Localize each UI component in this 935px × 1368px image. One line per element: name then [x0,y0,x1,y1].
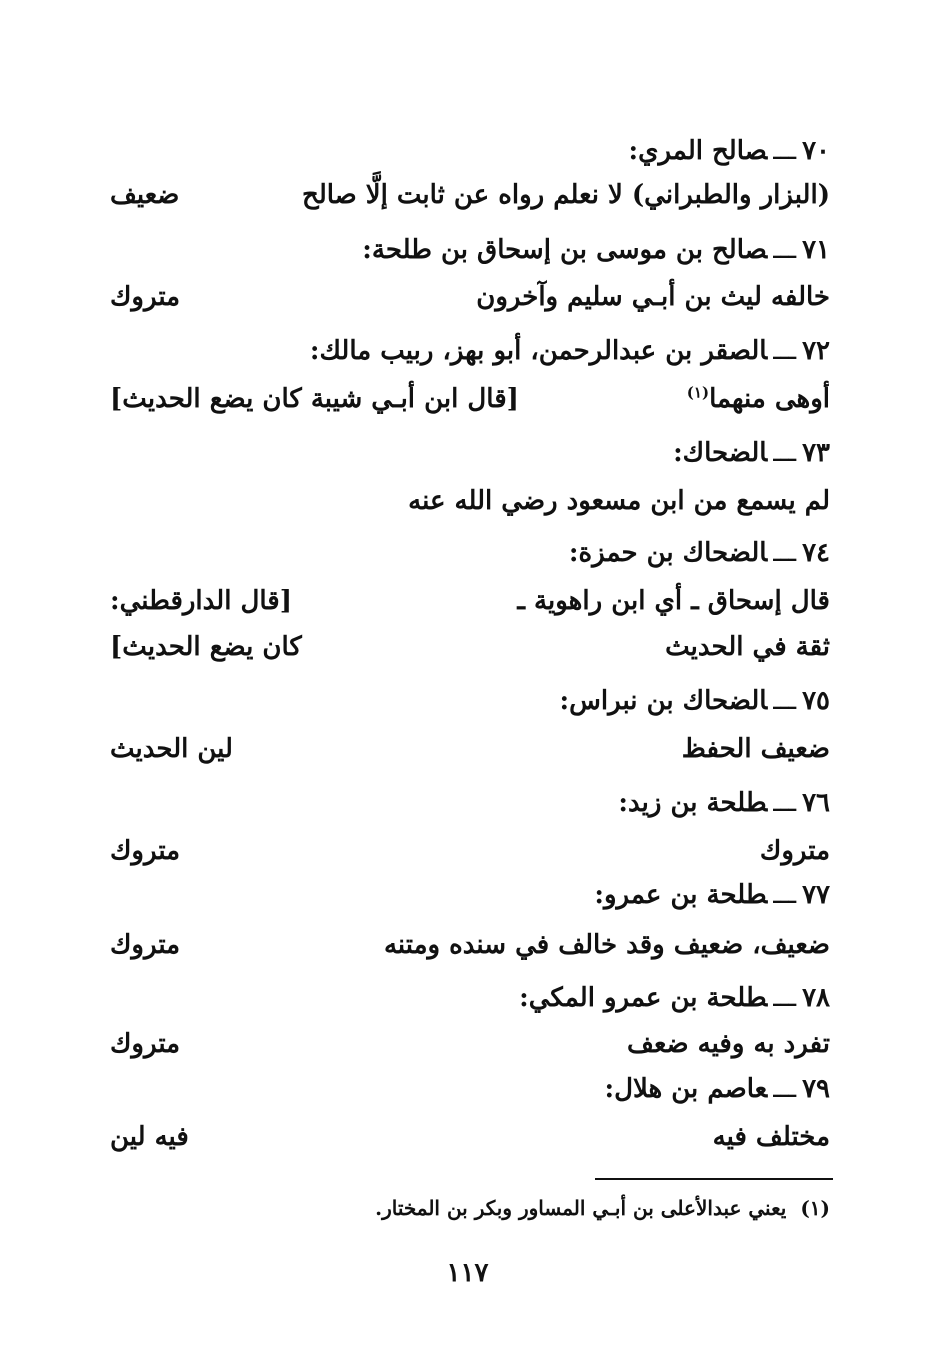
entry-verdict: [قال ابن أبـي شيبة كان يضع الحديث] [110,384,519,414]
entry-text: لم يسمع من ابن مسعود رضي الله عنه [408,486,830,516]
entry-name: صالح بن موسى بن إسحاق بن طلحة: [362,235,768,265]
entry-name: عاصم بن هلال: [604,1074,768,1104]
entry-text: أوهى منهما [709,384,830,414]
footnote [375,1192,830,1224]
entry-number: ٧٤ [802,538,830,568]
entry-text: ثقة في الحديث [665,632,830,662]
entry-verdict: متروك [110,836,181,866]
entry-heading [110,780,830,826]
entry-text: قال إسحاق ـ أي ابن راهوية ـ [517,586,830,616]
entry-name: الضحاك: [673,438,768,468]
entry-line [110,478,830,524]
entry-number: ٧٥ [802,686,830,716]
entry-number: ٧٣ [802,438,830,468]
entry-name: الصقر بن عبدالرحمن، أبو بهز، ربيب مالك: [309,336,768,366]
entry-line [110,376,830,422]
entry-line [110,578,830,624]
entry-verdict: فيه لين [110,1122,189,1152]
entry-heading [110,530,830,576]
entry-number: ٧٦ [802,788,830,818]
entry-dash: ـــ [773,983,797,1013]
entry-heading [110,1066,830,1112]
entry-dash: ـــ [773,235,797,265]
entry-name: طلحة بن عمرو المكي: [519,983,768,1013]
entry-number: ٧١ [802,235,830,265]
entry-heading [110,328,830,374]
entry-number: ٧٨ [802,983,830,1013]
entry-dash: ـــ [773,1074,797,1104]
footnote-text: يعني عبدالأعلى بن أبـي المساور وبكر بن المختار. [375,1196,787,1220]
entry-line [110,726,830,772]
entry-text: ضعيف، ضعيف وقد خالف في سنده ومتنه [383,930,830,960]
entry-number: ٧٩ [802,1074,830,1104]
entry-dash: ـــ [773,788,797,818]
entry-dash: ـــ [773,538,797,568]
entry-heading [110,975,830,1021]
entry-dash: ـــ [773,880,797,910]
entry-line [110,274,830,320]
entry-line [110,828,830,874]
entry-name: الضحاك بن نبراس: [559,686,768,716]
entry-text: تفرد به وفيه ضعف [627,1029,830,1059]
entry-line [110,172,830,218]
entry-name: صالح المري: [628,136,768,166]
entry-number: ٧٧ [802,880,830,910]
footnote-reference[interactable]: (١) [686,383,710,402]
entry-heading [110,678,830,724]
entry-text: مختلف فيه [712,1122,830,1152]
entry-number: ٧٠ [802,136,830,166]
entry-verdict: ضعيف [110,180,180,210]
entry-name: طلحة بن زيد: [618,788,768,818]
entry-heading [110,430,830,476]
footnote-divider [595,1178,833,1180]
entry-line [110,1114,830,1160]
entry-text: خالفه ليث بن أبـي سليم وآخرون [476,282,830,312]
entry-text: (البزار والطبراني) لا نعلم رواه عن ثابت إلَّا صالح [302,180,830,210]
entry-dash: ـــ [773,336,797,366]
entry-dash: ـــ [773,686,797,716]
footnote-mark: (١) [800,1196,830,1220]
entry-text: متروك [759,836,830,866]
entry-heading [110,872,830,918]
entry-name: طلحة بن عمرو: [594,880,768,910]
entry-line [110,1021,830,1067]
entry-heading [110,227,830,273]
page-number: ١١٧ [446,1258,489,1288]
entry-text: ضعيف الحفظ [681,734,830,764]
entry-verdict: متروك [110,1029,181,1059]
entry-verdict: لين الحديث [110,734,233,764]
entry-verdict: متروك [110,930,181,960]
entry-verdict: كان يضع الحديث] [110,632,302,662]
entry-heading [110,128,830,174]
entry-line [110,624,830,670]
entry-dash: ـــ [773,438,797,468]
entry-name: الضحاك بن حمزة: [568,538,768,568]
entry-number: ٧٢ [802,336,830,366]
entry-verdict: [قال الدارقطني: [110,586,293,616]
entry-verdict: متروك [110,282,181,312]
entry-dash: ـــ [773,136,797,166]
entry-line [110,922,830,968]
